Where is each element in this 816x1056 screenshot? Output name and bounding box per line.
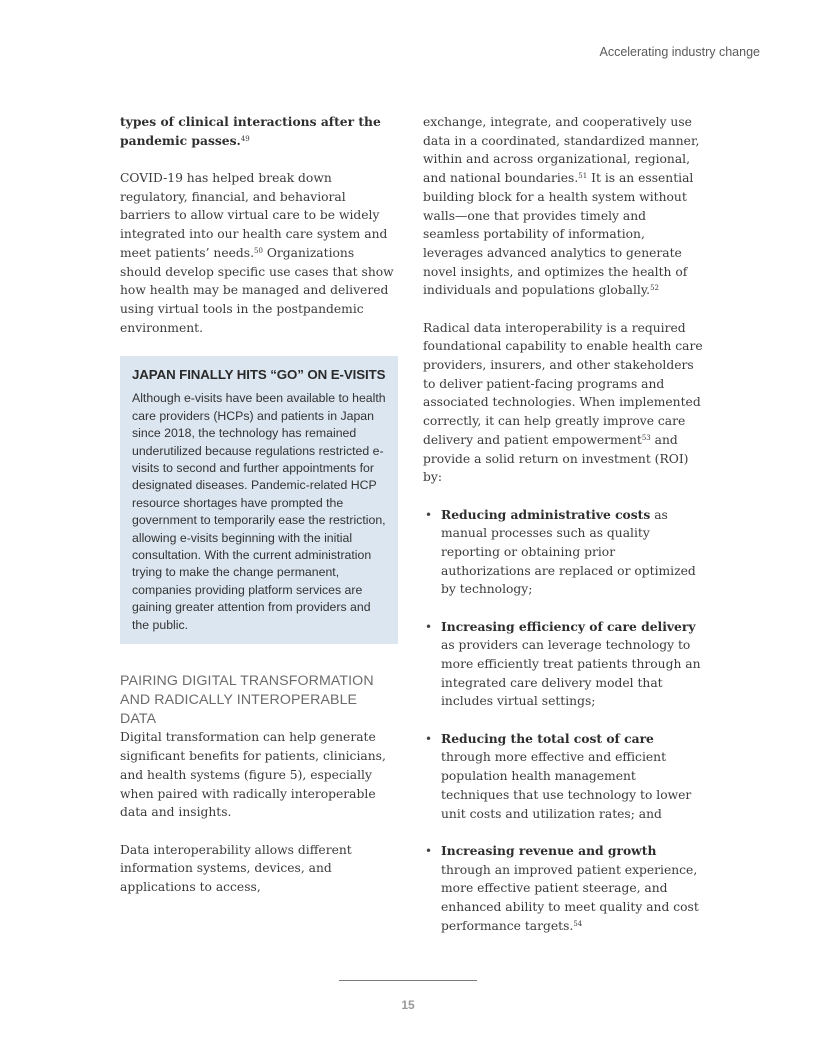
- paragraph-radical-interoperability: [423, 319, 706, 487]
- bullet-item: [423, 842, 706, 936]
- bullet-lead: Increasing efficiency of care delivery: [441, 618, 696, 634]
- bullet-text: through more effective and efficient population health management techniques that use technology to lower unit costs and utilization rates; and: [441, 750, 692, 821]
- footnote-ref: 51: [578, 172, 588, 181]
- paragraph-data-interoperability: Data interoperability allows different information systems, devices, and applications to access,: [120, 842, 352, 894]
- bullet-lead: Reducing the total cost of care: [441, 730, 654, 746]
- roi-bullet-list: [423, 506, 706, 936]
- sidebar-title: JAPAN FINALLY HITS “GO” ON E-VISITS: [132, 367, 386, 383]
- sidebar-box-japan-evisits: [120, 356, 398, 644]
- paragraph-exchange-integrate: [423, 113, 706, 300]
- body-text: exchange, integrate, and cooperatively use data in a coordinated, standardized manner, within and across organizational, regional, and national boundaries.: [423, 115, 700, 186]
- body-text: It is an essential building block for a health system without walls—one that provides timely and seamless portability of information, leverages advanced analytics to generate novel insights, and optimizes the health of individuals and populations globally.: [423, 171, 694, 298]
- bullet-lead: Reducing administrative costs: [441, 506, 651, 522]
- bullet-item: [423, 506, 706, 600]
- section-heading: [120, 672, 395, 728]
- paragraph-digital-transformation: Digital transformation can help generate significant benefits for patients, clinicians, and health systems (figure 5), especially when paired with radically interoperable data and insights.: [120, 730, 386, 820]
- body-text: COVID-19 has helped break down regulatory, financial, and behavioral barriers to allow virtual care to be widely integrated into our health care system and meet patients’ needs.: [120, 171, 388, 260]
- footnote-ref: 53: [641, 433, 651, 442]
- page-number: 15: [401, 998, 415, 1012]
- paragraph-covid-barriers: [120, 169, 395, 337]
- body-text: Organizations should develop specific use cases that show how health may be managed and delivered using virtual tools in the postpandemic environment.: [120, 245, 394, 335]
- body-text: and provide a solid return on investment (ROI) by:: [423, 432, 689, 485]
- footnote-ref: 52: [650, 284, 660, 293]
- running-header-title: Accelerating industry change: [599, 45, 760, 59]
- footer-divider: [339, 980, 477, 981]
- right-column: [423, 113, 706, 935]
- sidebar-body: Although e-visits have been available to health care providers (HCPs) and patients in Japan since 2018, the technology has remained underutilized because regulations restricted e-visits to second and further appointments for designated diseases. Pandemic-related HCP resource shortages have prompted the government to temporarily ease the restriction, allowing e-visits beginning with the initial consultation. With the current administration trying to make the change permanent, companies providing platform services are gaining greater attention from providers and the public.: [132, 391, 386, 632]
- bullet-item: [423, 730, 706, 824]
- bullet-text: through an improved patient experience, more effective patient steerage, and enhanced ability to meet quality and cost performance targets.: [441, 862, 699, 933]
- heading-line: PAIRING DIGITAL TRANSFORMATION: [120, 673, 374, 690]
- footnote-ref: 50: [253, 246, 263, 255]
- footnote-ref: 49: [240, 134, 250, 143]
- bullet-item: [423, 618, 706, 712]
- heading-line: AND RADICALLY INTEROPERABLE DATA: [120, 691, 358, 727]
- footnote-ref: 54: [573, 919, 583, 928]
- bullet-lead: Increasing revenue and growth: [441, 842, 657, 858]
- bold-text: types of clinical interactions after the pandemic passes.: [120, 114, 381, 148]
- left-column: [120, 113, 395, 897]
- paragraph-pandemic-passes: [120, 113, 395, 150]
- bullet-text: as manual processes such as quality reporting or obtaining prior authorizations are replaced or optimized by technology;: [441, 507, 696, 597]
- bullet-text: as providers can leverage technology to more efficiently treat patients through an integrated care delivery model that includes virtual settings;: [441, 638, 701, 709]
- body-text: Radical data interoperability is a required foundational capability to enable health care providers, insurers, and other stakeholders to deliver patient-facing programs and associated technologies. When implemented correctly, it can help greatly improve care delivery and patient empowerment: [423, 320, 703, 447]
